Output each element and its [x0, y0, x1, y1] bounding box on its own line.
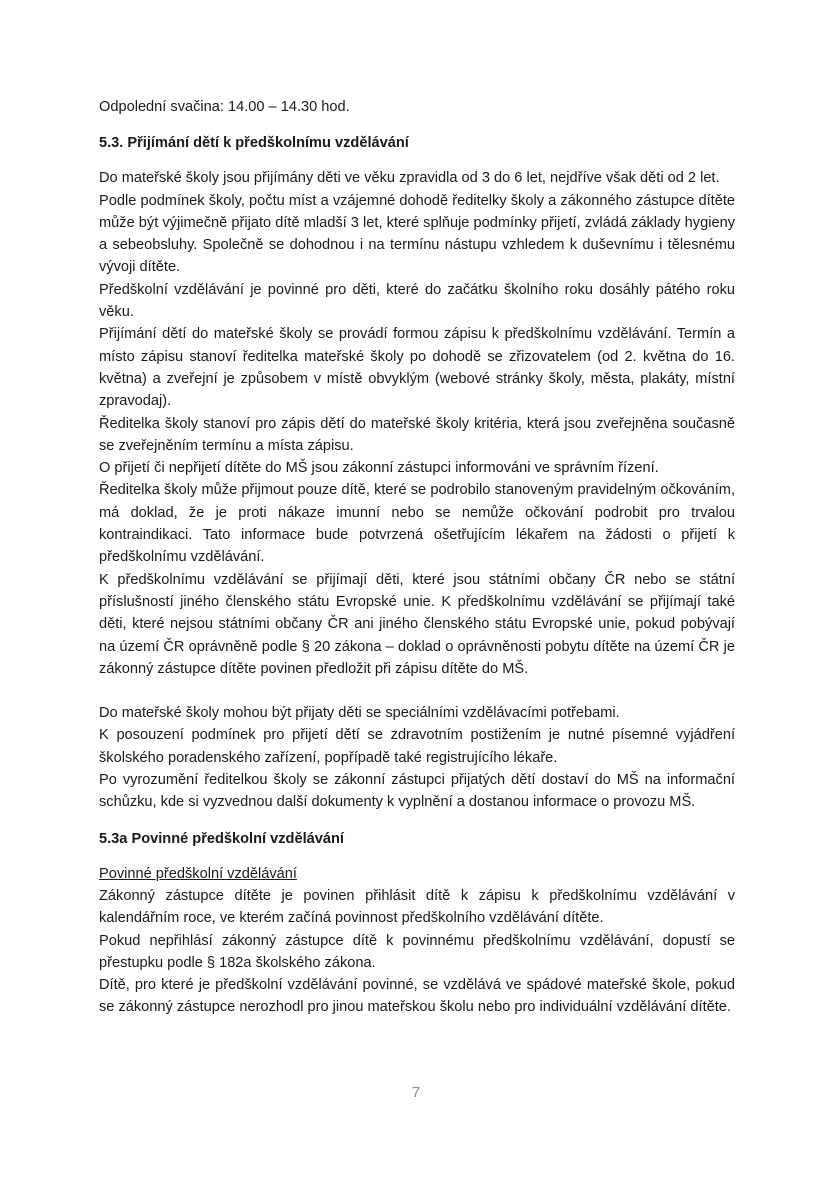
- paragraph: Do mateřské školy jsou přijímány děti ve věku zpravidla od 3 do 6 let, nejdříve však děti od 2 let.: [99, 170, 720, 187]
- paragraph: Zákonný zástupce dítěte je povinen přihlásit dítě k zápisu k předškolnímu vzdělávání v kalendářním roce, ve kterém začíná povinnost předškolního vzdělávání dítěte.: [99, 887, 735, 927]
- subheading: Povinné předškolní vzdělávání: [99, 865, 297, 882]
- paragraph: Ředitelka školy stanoví pro zápis dětí do mateřské školy kritéria, která jsou zveřejněna současně se zveřejněním termínu a místa zápisu.: [99, 415, 735, 454]
- paragraph: Předškolní vzdělávání je povinné pro děti, které do začátku školního roku dosáhly pátého roku věku.: [99, 281, 735, 321]
- paragraph: Podle podmínek školy, počtu míst a vzájemné dohodě ředitelky školy a zákonného zástupce dítěte může být výjimečně přijato dítě mladší 3 let, které splňuje podmínky přijetí, zvládá základy hygieny a sebeobsluhy. Společně se dohodnou i na termínu nástupu vzhledem k duševnímu i tělesnému vývoji dítěte.: [99, 192, 735, 276]
- paragraph: Po vyrozumění ředitelkou školy se zákonní zástupci přijatých dětí dostaví do MŠ na informační schůzku, kde si vyzvednou další dokumenty k vyplnění a dostanou informace o provozu MŠ.: [99, 772, 735, 811]
- page-number: 7: [411, 1084, 421, 1101]
- paragraph: Dítě, pro které je předškolní vzdělávání povinné, se vzdělává ve spádové mateřské škole, pokud se zákonný zástupce nerozhodl pro jinou mateřskou školu nebo pro individuální vzdělávání dítěte.: [99, 977, 735, 1016]
- section-heading-5-3: 5.3. Přijímání dětí k předškolnímu vzdělávání: [99, 135, 409, 152]
- paragraph: Do mateřské školy mohou být přijaty děti se speciálními vzdělávacími potřebami.: [99, 705, 620, 722]
- paragraph: K předškolnímu vzdělávání se přijímají děti, které jsou státními občany ČR nebo se státní příslušností jiného členského státu Evropské unie. K předškolnímu vzdělávání se přijímají také děti, které nejsou státními občany ČR ani jiného členského státu Evropské unie, pokud pobývají na území ČR oprávněně podle § 20 zákona – doklad o oprávněnosti pobytu dítěte na území ČR je zákonný zástupce dítěte povinen předložit při zápisu dítěte do MŠ.: [99, 571, 735, 677]
- intro-line: Odpolední svačina: 14.00 – 14.30 hod.: [99, 99, 350, 115]
- paragraph: Pokud nepřihlásí zákonný zástupce dítě k povinnému předškolnímu vzdělávání, dopustí se přestupku podle § 182a školského zákona.: [99, 932, 735, 971]
- paragraph: K posouzení podmínek pro přijetí dětí se zdravotním postižením je nutné písemné vyjádření školského poradenského zařízení, popřípadě také registrujícího lékaře.: [99, 727, 735, 766]
- paragraph: Ředitelka školy může přijmout pouze dítě, které se podrobilo stanoveným pravidelným očkováním, má doklad, že je proti nákaze imunní nebo se nemůže očkování podrobit pro trvalou kontraindikaci. Tato informace bude potvrzená ošetřujícím lékařem na žádosti o přijetí k předškolnímu vzdělávání.: [99, 482, 735, 566]
- paragraph: O přijetí či nepřijetí dítěte do MŠ jsou zákonní zástupci informováni ve správním řízení.: [99, 460, 659, 477]
- paragraph: Přijímání dětí do mateřské školy se provádí formou zápisu k předškolnímu vzdělávání. Termín a místo zápisu stanoví ředitelka mateřské školy po dohodě se zřizovatelem (od 2. května do 16. května) a zveřejní je způsobem v místě obvyklým (webové stránky školy, města, plakáty, místní zpravodaj).: [99, 326, 735, 410]
- page-content: [99, 96, 735, 1019]
- section-heading-5-3a: 5.3a Povinné předškolní vzdělávání: [99, 830, 344, 847]
